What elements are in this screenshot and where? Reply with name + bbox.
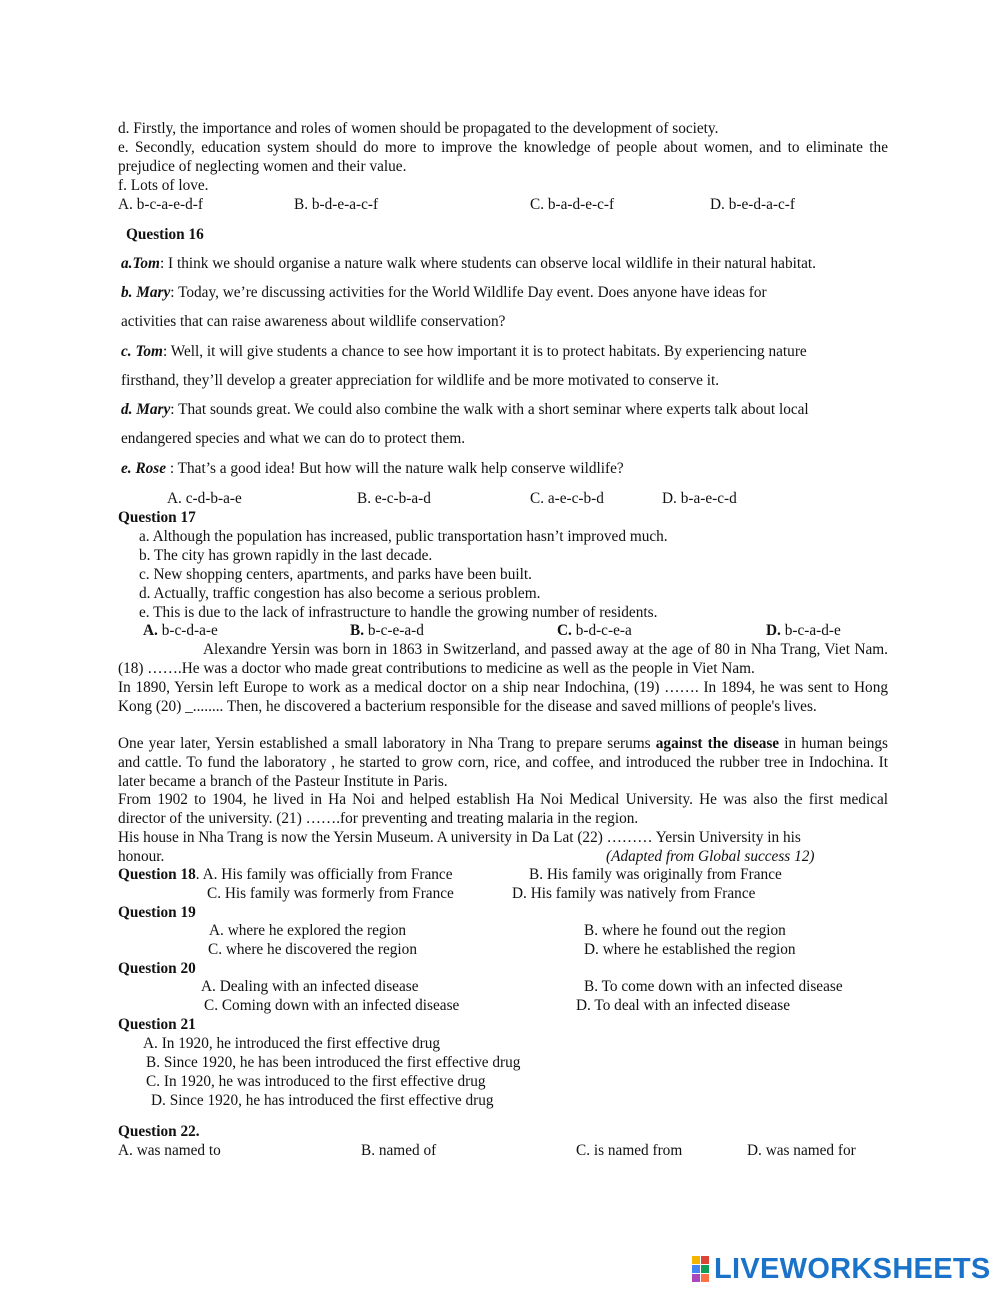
q22-option-c[interactable]: C. is named from	[576, 1142, 683, 1159]
liveworksheets-mark-icon	[692, 1256, 709, 1282]
q16-line-d: d. Mary: That sounds great. We could also combine the walk with a short seminar where experts talk about local	[121, 401, 809, 418]
q15-option-b[interactable]: B. b-d-e-a-c-f	[294, 196, 379, 213]
q15-item-e: e. Secondly, education system should do more to improve the knowledge of people about women, and to eliminate the prejudice of neglecting women and their value.	[118, 139, 888, 175]
logo-square	[701, 1265, 709, 1273]
q18-row	[118, 865, 453, 884]
q22-option-a[interactable]: A. was named to	[118, 1142, 221, 1159]
q20-heading: Question 20	[118, 960, 196, 977]
q16-option-a[interactable]: A. c-d-b-a-e	[167, 490, 242, 507]
q16-line-b-cont: activities that can raise awareness about wildlife conservation?	[121, 313, 506, 330]
passage-paragraph-3: One year later, Yersin established a small laboratory in Nha Trang to prepare serums against the disease in human beings and cattle. To fund the laboratory , he started to grow corn, rice, and coffee, and introduced the rubber tree in Indochina. It later became a branch of the Pasteur Institute in Paris.	[118, 735, 888, 790]
logo-square	[692, 1274, 700, 1282]
q16-line-a: a.Tom: I think we should organise a nature walk where students can observe local wildlife in their natural habitat.	[121, 255, 816, 272]
q17-option-a[interactable]: A. b-c-d-a-e	[143, 622, 218, 639]
q15-option-d[interactable]: D. b-e-d-a-c-f	[710, 196, 795, 213]
q16-option-d[interactable]: D. b-a-e-c-d	[662, 490, 737, 507]
logo-square	[701, 1256, 709, 1264]
logo-square	[692, 1256, 700, 1264]
q17-item-c: c. New shopping centers, apartments, and parks have been built.	[139, 566, 532, 583]
q17-option-c[interactable]: C. b-d-c-e-a	[557, 622, 632, 639]
q15-item-d: d. Firstly, the importance and roles of women should be propagated to the development of society.	[118, 120, 719, 137]
q17-option-d[interactable]: D. b-c-a-d-e	[766, 622, 841, 639]
q18-heading: Question 18	[118, 866, 196, 883]
q21-option-d[interactable]: D. Since 1920, he has introduced the first effective drug	[151, 1092, 494, 1109]
q16-line-c: c. Tom: Well, it will give students a chance to see how important it is to protect habitats. By experiencing nature	[121, 343, 807, 360]
q19-option-d[interactable]: D. where he established the region	[584, 941, 796, 958]
q17-heading: Question 17	[118, 509, 196, 526]
q16-line-c-cont: firsthand, they’ll develop a greater appreciation for wildlife and be more motivated to conserve it.	[121, 372, 720, 389]
q16-option-b[interactable]: B. e-c-b-a-d	[357, 490, 431, 507]
q18-option-b[interactable]: B. His family was originally from France	[529, 866, 782, 883]
q16-line-e: e. Rose : That’s a good idea! But how will the nature walk help conserve wildlife?	[121, 460, 624, 477]
q19-option-c[interactable]: C. where he discovered the region	[208, 941, 417, 958]
liveworksheets-wordmark: LIVEWORKSHEETS	[714, 1253, 991, 1285]
q21-option-a[interactable]: A. In 1920, he introduced the first effective drug	[143, 1035, 441, 1052]
q15-item-f: f. Lots of love.	[118, 177, 209, 194]
logo-square	[692, 1265, 700, 1273]
passage-paragraph-5: His house in Nha Trang is now the Yersin Museum. A university in Da Lat (22) ……… Yersin University in his	[118, 829, 801, 846]
q22-option-b[interactable]: B. named of	[361, 1142, 437, 1159]
q15-option-c[interactable]: C. b-a-d-e-c-f	[530, 196, 615, 213]
q21-option-c[interactable]: C. In 1920, he was introduced to the first effective drug	[146, 1073, 486, 1090]
logo-square	[701, 1274, 709, 1282]
q16-line-d-cont: endangered species and what we can do to protect them.	[121, 430, 466, 447]
q15-option-a[interactable]: A. b-c-a-e-d-f	[118, 196, 203, 213]
q16-heading: Question 16	[126, 226, 204, 243]
q20-option-c[interactable]: C. Coming down with an infected disease	[204, 997, 460, 1014]
q17-item-b: b. The city has grown rapidly in the last decade.	[139, 547, 433, 564]
q20-option-a[interactable]: A. Dealing with an infected disease	[201, 978, 419, 995]
q17-item-e: e. This is due to the lack of infrastructure to handle the growing number of residents.	[139, 604, 658, 621]
passage-paragraph-2: In 1890, Yersin left Europe to work as a medical doctor on a ship near Indochina, (19) ……. In 1894, he was sent to Hong Kong (20) _........ Then, he discovered a bacterium responsible for the disease and saved millions of people's lives.	[118, 679, 888, 715]
q16-option-c[interactable]: C. a-e-c-b-d	[530, 490, 604, 507]
liveworksheets-logo	[692, 1254, 991, 1284]
q19-option-a[interactable]: A. where he explored the region	[209, 922, 407, 939]
passage-paragraph-5-end: honour.	[118, 848, 165, 865]
q21-option-b[interactable]: B. Since 1920, he has been introduced the first effective drug	[146, 1054, 521, 1071]
q22-heading: Question 22.	[118, 1123, 200, 1140]
q22-option-d[interactable]: D. was named for	[747, 1142, 856, 1159]
q20-option-b[interactable]: B. To come down with an infected disease	[584, 978, 843, 995]
q18-option-d[interactable]: D. His family was natively from France	[512, 885, 756, 902]
q19-heading: Question 19	[118, 904, 196, 921]
q17-option-b[interactable]: B. b-c-e-a-d	[350, 622, 424, 639]
q19-option-b[interactable]: B. where he found out the region	[584, 922, 786, 939]
passage-source: (Adapted from Global success 12)	[606, 848, 815, 865]
q20-option-d[interactable]: D. To deal with an infected disease	[576, 997, 791, 1014]
passage-paragraph-4: From 1902 to 1904, he lived in Ha Noi and helped establish Ha Noi Medical University. He was also the first medical director of the university. (21) …….for preventing and treating malaria in the region.	[118, 791, 888, 827]
q16-line-b: b. Mary: Today, we’re discussing activities for the World Wildlife Day event. Does anyone have ideas for	[121, 284, 767, 301]
q18-option-a[interactable]: . A. His family was officially from France	[195, 866, 453, 883]
passage-paragraph-1: Alexandre Yersin was born in 1863 in Switzerland, and passed away at the age of 80 in Nha Trang, Viet Nam. (18) …….He was a doctor who made great contributions to medicine as well as the people in Viet Nam.	[118, 641, 888, 677]
q17-item-a: a. Although the population has increased, public transportation hasn’t improved much.	[139, 528, 668, 545]
q21-heading: Question 21	[118, 1016, 196, 1033]
q17-item-d: d. Actually, traffic congestion has also become a serious problem.	[139, 585, 541, 602]
q18-option-c[interactable]: C. His family was formerly from France	[207, 885, 454, 902]
